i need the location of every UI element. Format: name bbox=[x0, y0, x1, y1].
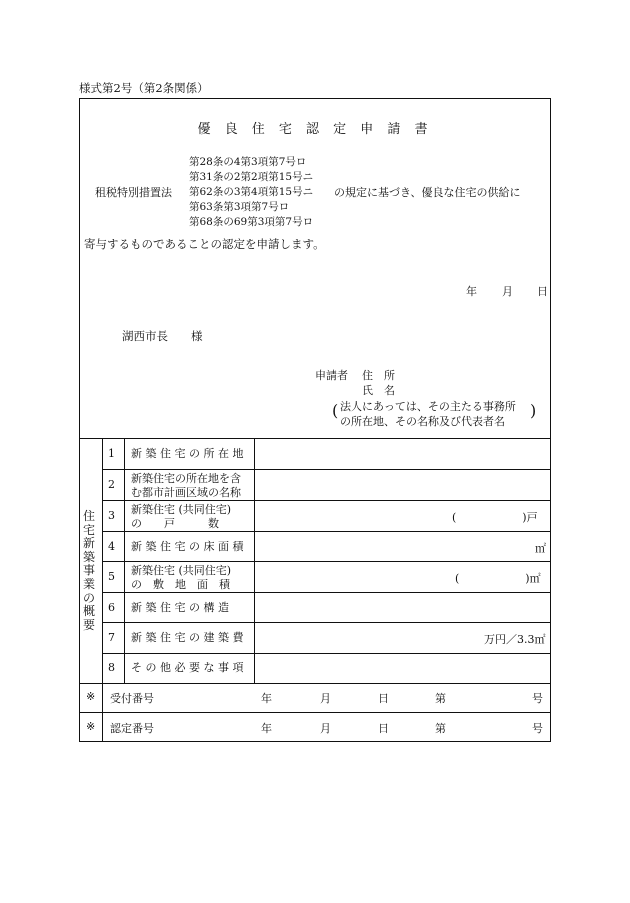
item-label: 新築住宅 (共同住宅) bbox=[131, 564, 232, 577]
date-year: 年 bbox=[466, 285, 477, 298]
certification-number-label: 認定番号 bbox=[110, 722, 154, 735]
value-divider bbox=[254, 438, 255, 683]
item-label: そ の 他 必 要 な 事 項 bbox=[131, 661, 244, 674]
certification-dai: 第 bbox=[435, 722, 446, 735]
date-month: 月 bbox=[502, 285, 513, 298]
item-value: ( )㎡ bbox=[455, 572, 541, 585]
form-caption: 様式第2号（第2条関係） bbox=[79, 81, 209, 95]
receipt-number-label: 受付番号 bbox=[110, 692, 154, 705]
item-label: 新築住宅 (共同住宅) bbox=[131, 503, 232, 516]
receipt-dai: 第 bbox=[435, 692, 446, 705]
body-text: 寄与するものであることの認定を申請します。 bbox=[84, 237, 325, 251]
addressee: 湖西市長 様 bbox=[122, 329, 203, 343]
item-number: 8 bbox=[108, 661, 115, 674]
applicant-label: 申請者 bbox=[315, 369, 348, 382]
row-divider bbox=[102, 500, 551, 501]
law-suffix: の規定に基づき、優良な住宅の供給に bbox=[334, 186, 521, 199]
receipt-day: 日 bbox=[378, 692, 389, 705]
applicant-note: の所在地、その名称及び代表者名 bbox=[340, 415, 505, 428]
row-divider bbox=[102, 469, 551, 470]
section-label: 住宅新築事業の概要 bbox=[82, 509, 95, 632]
address-label: 住 所 bbox=[362, 369, 395, 382]
item-label: 新 築 住 宅 の 建 築 費 bbox=[131, 631, 244, 644]
section-divider bbox=[79, 438, 551, 439]
law-name: 租税特別措置法 bbox=[95, 186, 172, 199]
row-divider bbox=[102, 561, 551, 562]
item-number: 4 bbox=[108, 540, 115, 553]
certification-year: 年 bbox=[261, 722, 272, 735]
law-article: 第62条の3第4項第15号ニ bbox=[189, 186, 314, 198]
row-divider bbox=[102, 531, 551, 532]
note-open-bracket: ( bbox=[332, 401, 339, 420]
receipt-go: 号 bbox=[532, 692, 543, 705]
item-label: 新 築 住 宅 の 構 造 bbox=[131, 601, 229, 614]
number-divider bbox=[124, 438, 125, 683]
receipt-month: 月 bbox=[320, 692, 331, 705]
row-divider bbox=[102, 592, 551, 593]
item-label: む都市計画区域の名称 bbox=[131, 486, 241, 499]
item-value: ( )戸 bbox=[452, 511, 538, 524]
certification-go: 号 bbox=[532, 722, 543, 735]
certification-day: 日 bbox=[378, 722, 389, 735]
item-label: の 敷 地 面 積 bbox=[131, 578, 230, 591]
law-article: 第63条第3項第7号ロ bbox=[189, 201, 290, 213]
item-number: 7 bbox=[108, 631, 115, 644]
document-title: 優 良 住 宅 認 定 申 請 書 bbox=[197, 122, 433, 137]
item-number: 3 bbox=[108, 509, 115, 522]
row-divider bbox=[102, 622, 551, 623]
item-number: 5 bbox=[108, 570, 115, 583]
note-close-bracket: ) bbox=[530, 401, 537, 420]
item-number: 1 bbox=[108, 447, 115, 460]
item-label: の 戸 数 bbox=[131, 517, 219, 530]
applicant-note: 法人にあっては、その主たる事務所 bbox=[340, 400, 516, 413]
certification-month: 月 bbox=[320, 722, 331, 735]
footer-divider bbox=[79, 683, 551, 684]
law-article: 第28条の4第3項第7号ロ bbox=[189, 156, 307, 168]
section-label-divider bbox=[102, 438, 103, 683]
date-day: 日 bbox=[537, 285, 548, 298]
receipt-year: 年 bbox=[261, 692, 272, 705]
official-use-mark: ※ bbox=[86, 720, 96, 733]
official-use-mark: ※ bbox=[86, 690, 96, 703]
mark-divider bbox=[102, 683, 103, 742]
item-label: 新築住宅の所在地を含 bbox=[131, 472, 241, 485]
item-label: 新 築 住 宅 の 床 面 積 bbox=[131, 540, 244, 553]
item-number: 2 bbox=[108, 478, 115, 491]
item-value: 万円／3.3㎡ bbox=[484, 633, 546, 646]
item-value: ㎡ bbox=[535, 542, 546, 555]
row-divider bbox=[102, 653, 551, 654]
item-label: 新 築 住 宅 の 所 在 地 bbox=[131, 447, 244, 460]
law-article: 第68条の69第3項第7号ロ bbox=[189, 216, 314, 228]
footer-divider bbox=[79, 712, 551, 713]
item-number: 6 bbox=[108, 601, 115, 614]
name-label: 氏 名 bbox=[362, 384, 395, 397]
law-article: 第31条の2第2項第15号ニ bbox=[189, 171, 314, 183]
